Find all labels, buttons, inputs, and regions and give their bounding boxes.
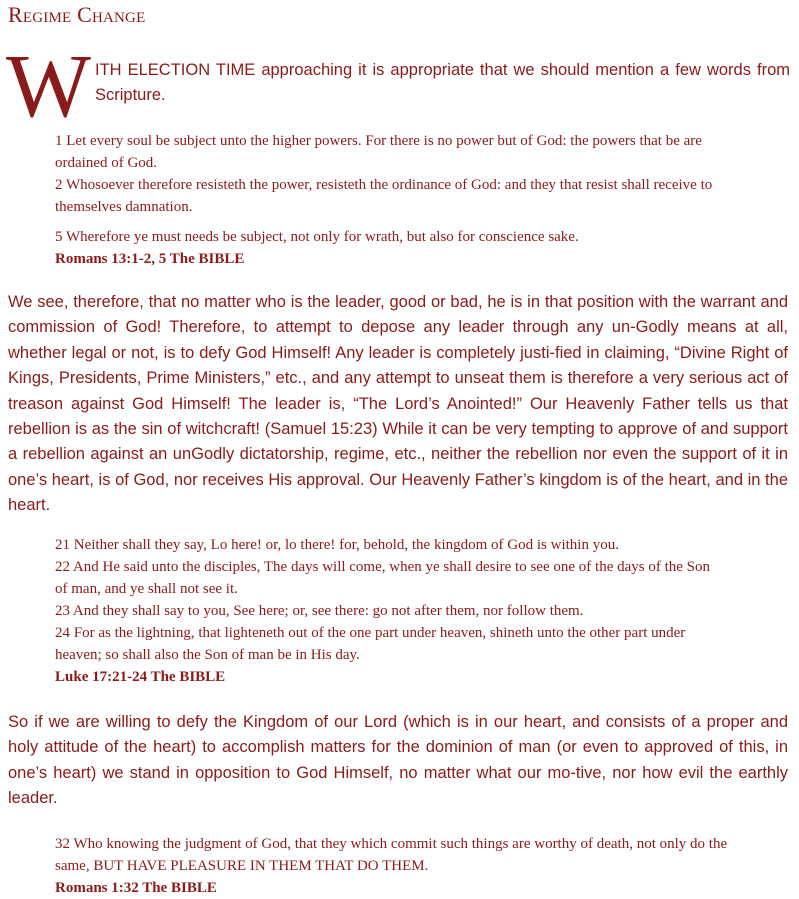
drop-cap: W xyxy=(6,37,91,136)
verse: 24 For as the lightning, that lighteneth out of the one part under heaven, shineth unto the other part under heaven; so shall also the Son of man be in His day. xyxy=(55,625,686,663)
intro-text: ITH ELECTION TIME approaching it is appropriate that we should mention a few words from Scripture. xyxy=(95,61,790,104)
scripture-passage-romans-13 xyxy=(55,130,745,270)
page-title: Regime Change xyxy=(8,2,146,27)
verse: 5 Wherefore ye must needs be subject, not only for wrath, but also for conscience sake. xyxy=(55,229,579,245)
scripture-reference: Romans 13:1-2, 5 The BIBLE xyxy=(55,251,245,267)
scripture-reference: Romans 1:32 The BIBLE xyxy=(55,880,217,896)
verse: 22 And He said unto the disciples, The days will come, when ye shall desire to see one of the days of the Son of man, and ye shall not see it. xyxy=(55,559,711,597)
scripture-passage-luke-17 xyxy=(55,534,725,688)
scripture-reference: Luke 17:21-24 The BIBLE xyxy=(55,669,226,685)
verse: 1 Let every soul be subject unto the higher powers. For there is no power but of God: the powers that be are ordained of God. xyxy=(55,133,702,171)
body-paragraph-2: So if we are willing to defy the Kingdom of our Lord (which is in our heart, and consists of a proper and holy attitude of the heart) to accomplish matters for the dominion of man (or even to approved of this, in one’s heart) we stand in opposition to God Himself, no matter what our mo-tive, nor how evil the earthly leader. xyxy=(8,713,788,808)
body-paragraph-1: We see, therefore, that no matter who is the leader, good or bad, he is in that position with the warrant and commission of God! Therefore, to attempt to depose any leader through any un-Godly means at all, whether legal or not, is to defy God Himself! Any leader is completely justi-fied in claiming, “Divine Right of Kings, Presidents, Prime Ministers,” etc., and any attempt to unseat them is therefore a very serious act of treason against God Himself! The leader is, “The Lord’s Anointed!” Our Heavenly Father tells us that rebellion is as the sin of witchcraft! (Samuel 15:23) While it can be very tempting to approve of and support a rebellion against an unGodly dictatorship, regime, etc., neither the rebellion nor even the support of it in one’s heart, is of God, nor receives His approval. Our Heavenly Father’s kingdom is of the heart, and in the heart. xyxy=(8,293,788,515)
scripture-passage-romans-1 xyxy=(55,833,755,899)
verse: 32 Who knowing the judgment of God, that they which commit such things are worthy of death, not only do the same, BUT HAVE PLEASURE IN THEM THAT DO THEM. xyxy=(55,836,728,874)
verse: 2 Whosoever therefore resisteth the power, resisteth the ordinance of God: and they that resist shall receive to themselves damnation. xyxy=(55,177,713,215)
verse: 21 Neither shall they say, Lo here! or, lo there! for, behold, the kingdom of God is within you. xyxy=(55,537,619,553)
verse: 23 And they shall say to you, See here; or, see there: go not after them, nor follow them. xyxy=(55,603,584,619)
